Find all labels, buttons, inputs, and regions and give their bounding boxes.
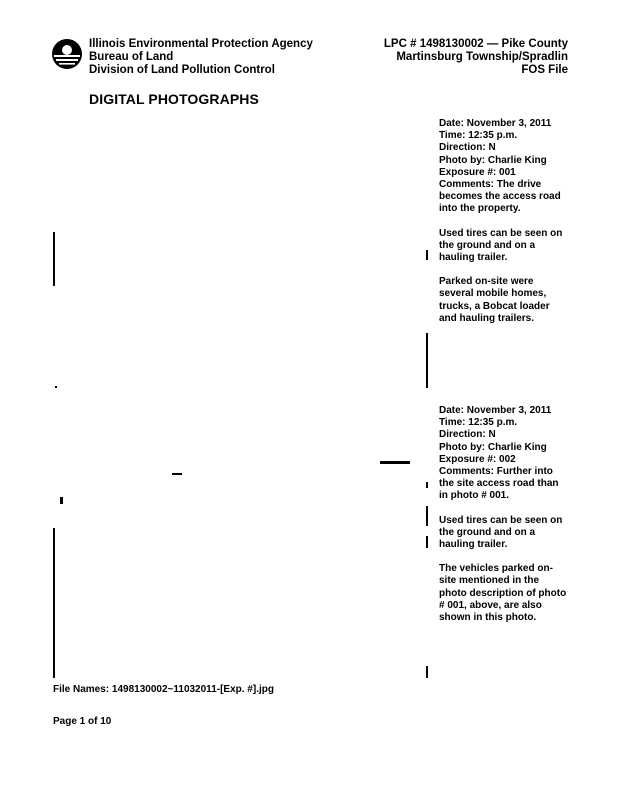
- page-number: Page 1 of 10: [53, 716, 112, 727]
- photo-caption-002: [439, 405, 569, 624]
- photo-exposure: Exposure #: 002: [439, 453, 516, 465]
- photo-note: Used tires can be seen on the ground and on a hauling trailer.: [439, 514, 563, 551]
- photo-frame-tick: [426, 482, 428, 488]
- photo-frame-left-001: [53, 232, 55, 286]
- photo-author: Photo by: Charlie King: [439, 441, 547, 453]
- scan-artifact: [172, 473, 182, 475]
- photo-note: Used tires can be seen on the ground and on a hauling trailer.: [439, 227, 563, 264]
- scan-artifact: [60, 497, 63, 504]
- photo-frame-right-002: [426, 506, 428, 526]
- photo-direction: Direction: N: [439, 142, 496, 154]
- photo-frame-tick: [426, 536, 428, 548]
- scan-artifact: [380, 461, 410, 464]
- photo-note: The vehicles parked on-site mentioned in the photo description of photo # 001, above, are also shown in this photo.: [439, 563, 567, 624]
- file-names: File Names: 1498130002~11032011-[Exp. #].jpg: [53, 684, 274, 695]
- photo-frame-right-001: [426, 333, 428, 388]
- site-id: LPC # 1498130002 — Pike County: [383, 38, 568, 50]
- agency-header: [89, 38, 313, 77]
- photo-note: Parked on-site were several mobile homes, trucks, a Bobcat loader and hauling trailers.: [439, 276, 550, 324]
- photo-frame-left-002: [53, 528, 55, 678]
- agency-name: Illinois Environmental Protection Agency: [89, 38, 313, 50]
- photo-date: Date: November 3, 2011: [439, 405, 552, 416]
- scan-artifact: [55, 386, 57, 388]
- photo-frame-tick: [426, 250, 428, 260]
- file-type: FOS File: [521, 64, 568, 76]
- agency-logo-icon: [51, 38, 83, 70]
- photo-frame-tick: [426, 666, 428, 678]
- division-name: Division of Land Pollution Control: [89, 64, 275, 76]
- photo-author: Photo by: Charlie King: [439, 154, 547, 166]
- site-township: Martinsburg Township/Spradlin: [396, 51, 568, 63]
- photo-date: Date: November 3, 2011: [439, 118, 552, 129]
- page-title: DIGITAL PHOTOGRAPHS: [89, 91, 259, 107]
- photo-direction: Direction: N: [439, 429, 496, 441]
- bureau-name: Bureau of Land: [89, 51, 174, 63]
- photo-exposure: Exposure #: 001: [439, 166, 516, 178]
- photo-caption-001: [439, 118, 569, 325]
- photo-time: Time: 12:35 p.m.: [439, 130, 518, 142]
- photo-comments: Comments: Further into the site access road than in photo # 001.: [439, 466, 559, 502]
- site-header: [384, 38, 568, 77]
- photo-time: Time: 12:35 p.m.: [439, 417, 518, 429]
- photo-comments: Comments: The drive becomes the access road into the property.: [439, 179, 561, 215]
